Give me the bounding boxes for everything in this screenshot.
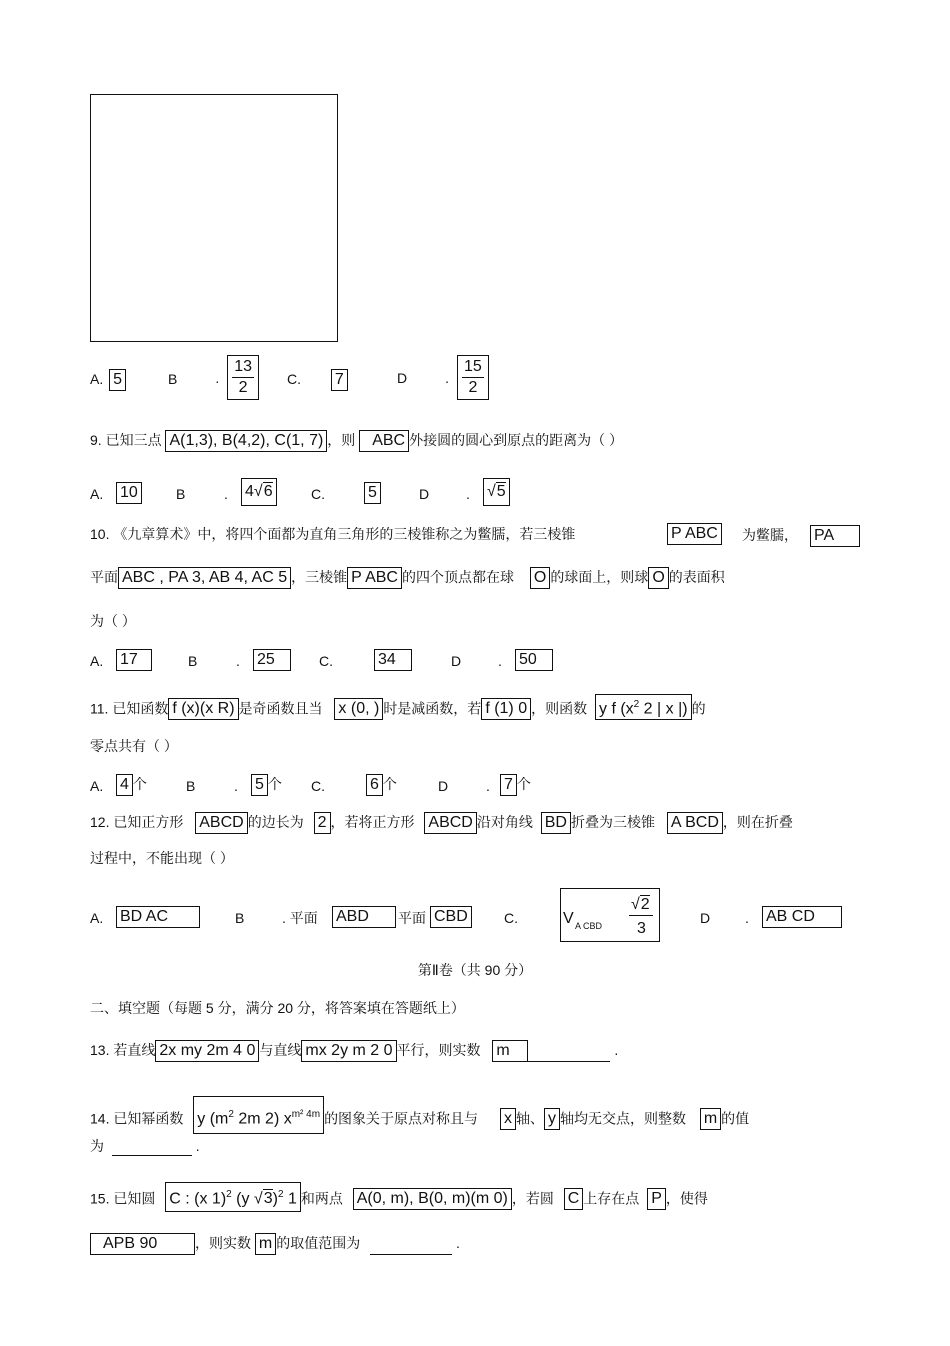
- question-12-line-1: 12. 已知正方形 ABCD 的边长为 2 ，若将正方形 ABCD 沿对角线 BD 折叠为三棱锥 A BCD ，则在折叠: [90, 812, 793, 834]
- question-11-line-1: 11. 已知函数 f (x)(x R) 是奇函数且当 x (0, ) 时是减函数，若 f (1) 0 ，则函数 y f ($x^2$ 2 | x |) 的: [90, 694, 706, 720]
- question-14-line-1: 14. 已知幂函数 y ($m^2$ 2m 2) $x^{m^2 4m}$ 的图象关于原点对称且与 x 轴、 y 轴均无交点，则整数 m 的值: [90, 1096, 749, 1134]
- q10-text-2: 为鳖臑，: [742, 527, 798, 543]
- part-2-title: 第Ⅱ卷（共 90 分）: [417, 962, 533, 978]
- q14-answer-blank[interactable]: [112, 1137, 192, 1156]
- q8-option-a: A. 5: [90, 369, 126, 391]
- q8-option-d: D . $\frac{15}{2}$: [397, 355, 489, 400]
- q10-math-2: PA: [810, 525, 860, 547]
- question-10-line-2: 平面 ABC , PA 3, AB 4, AC 5 ，三棱锥 P ABC 的四个顶点都在球 O 的球面上，则球 O 的表面积: [90, 567, 725, 589]
- question-9: 9. 已知三点 A(1,3), B(4,2), C(1, 7) ，则 ABC 外接圆的圆心到原点的距离为（ ）: [90, 430, 623, 452]
- q13-answer-blank[interactable]: [528, 1043, 610, 1062]
- q12-options: A. BD AC B . 平面 ABD 平面 CBD C. V A CBD √2 3 D . AB CD: [90, 888, 850, 944]
- q10-math-1: P ABC: [667, 523, 722, 545]
- question-12-line-2: 过程中，不能出现（ ）: [90, 850, 234, 866]
- q8-option-b: B . $\frac{13}{2}$: [168, 355, 259, 400]
- fraction: $\frac{13}{2}$: [227, 355, 259, 400]
- q9-options: A. 10 B . 4√6 C. 5 D . √5: [90, 482, 790, 508]
- q8-option-c: C. 7: [287, 369, 348, 391]
- q15-answer-blank[interactable]: [370, 1236, 452, 1255]
- question-14-line-2: 为 .: [90, 1138, 200, 1154]
- question-15-line-1: 15. 已知圆 C : (x 1)$^2$ (y √3)$^2$ 1 和两点 A(0, m), B(0, m)(m 0) ，若圆 C 上存在点 P ，使得: [90, 1182, 708, 1212]
- question-10-line-1: 10. 《九章算术》中，将四个面都为直角三角形的三棱锥称之为鳖臑，若三棱锥: [90, 526, 576, 542]
- question-13: 13. 若直线 2x my 2m 4 0 与直线 mx 2y m 2 0 平行，则实数 m .: [90, 1040, 618, 1062]
- question-11-line-2: 零点共有（ ）: [90, 738, 178, 754]
- fill-in-section-heading: 二、填空题（每题 5 分，满分 20 分，将答案填在答题纸上）: [90, 1000, 465, 1016]
- question-15-line-2: APB 90 ，则实数 m 的取值范围为 .: [90, 1233, 460, 1255]
- fraction: $\frac{15}{2}$: [457, 355, 489, 400]
- question-10-line-3: 为（ ）: [90, 613, 136, 629]
- q10-options: A. 17 B . 25 C. 34 D . 50: [90, 649, 790, 673]
- question-8-figure: [90, 94, 338, 342]
- q11-options: A. 4 个 B . 5 个 C. 6 个 D . 7 个: [90, 776, 531, 794]
- q12-option-c-formula: V A CBD √2 3: [560, 888, 660, 942]
